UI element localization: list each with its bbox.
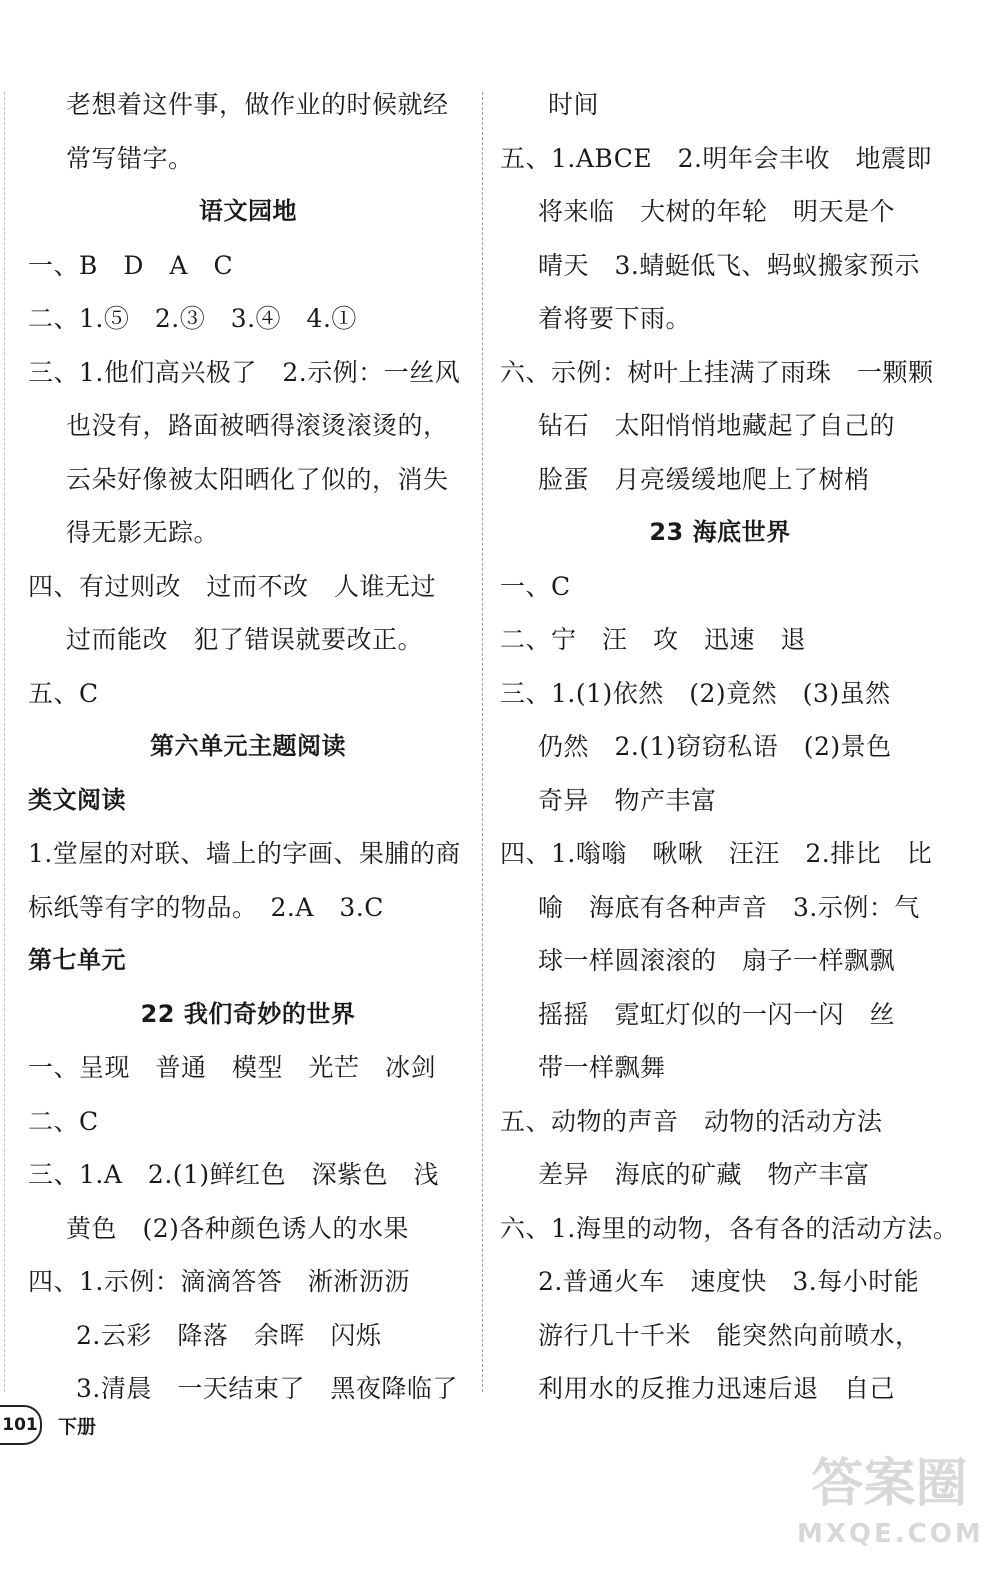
section-heading: 语文园地 [199, 197, 297, 225]
text-line: 二、宁 汪 攻 迅速 退 [500, 625, 807, 654]
watermark-text: 答案圈 [811, 1454, 968, 1514]
text-line: 二、1.⑤ 2.③ 3.④ 4.① [28, 304, 357, 333]
text-line: 老想着这件事，做作业的时候就经 [66, 90, 449, 119]
sub-heading: 类文阅读 [28, 785, 126, 814]
volume-label: 下册 [58, 1415, 97, 1438]
column-divider [482, 92, 483, 1392]
text-line: 将来临 大树的年轮 明天是个 [538, 197, 896, 226]
text-line: 六、示例：树叶上挂满了雨珠 一颗颗 [500, 357, 934, 387]
text-line: 一、B D A C [28, 250, 234, 280]
text-line: 时间 [548, 90, 600, 119]
lesson-heading: 23 海底世界 [649, 518, 791, 546]
text-line: 黄色 (2)各种颜色诱人的水果 [66, 1213, 409, 1243]
text-line: 三、1.他们高兴极了 2.示例：一丝风 [28, 357, 461, 387]
text-line: 游行几十千米 能突然向前喷水， [538, 1320, 921, 1350]
text-line: 1.堂屋的对联、墙上的字画、果脯的商 [28, 839, 461, 868]
right-column [500, 78, 959, 1416]
text-line: 三、1.A 2.(1)鲜红色 深紫色 浅 [28, 1160, 440, 1189]
unit-heading: 第七单元 [28, 946, 126, 974]
text-line: 喻 海底有各种声音 3.示例：气 [538, 892, 920, 922]
text-line: 2.云彩 降落 余晖 闪烁 [76, 1320, 382, 1350]
text-line: 五、1.ABCE 2.明年会丰收 地震即 [500, 143, 932, 173]
text-line: 仍然 2.(1)窃窃私语 (2)景色 [538, 732, 892, 761]
text-line: 摇摇 霓虹灯似的一闪一闪 丝 [538, 999, 896, 1029]
text-line: 五、动物的声音 动物的活动方法 [500, 1106, 883, 1136]
text-line: 钻石 太阳悄悄地藏起了自己的 [538, 411, 896, 440]
text-line: 四、1.嗡嗡 啾啾 汪汪 2.排比 比 [500, 839, 933, 868]
text-line: 云朵好像被太阳晒化了似的，消失 [66, 464, 449, 494]
text-line: 带一样飘舞 [538, 1053, 666, 1082]
text-line: 一、C [500, 571, 571, 601]
text-line: 二、C [28, 1106, 99, 1136]
text-line: 奇异 物产丰富 [538, 785, 717, 815]
text-line: 利用水的反推力迅速后退 自己 [538, 1374, 896, 1403]
text-line: 差异 海底的矿藏 物产丰富 [538, 1160, 870, 1189]
text-line: 脸蛋 月亮缓缓地爬上了树梢 [538, 464, 870, 494]
left-column [28, 78, 468, 1416]
text-line: 过而能改 犯了错误就要改正。 [66, 625, 424, 654]
text-line: 标纸等有字的物品。 2.A 3.C [28, 892, 384, 922]
text-line: 四、有过则改 过而不改 人谁无过 [28, 571, 437, 601]
watermark-url: MXQE.COM [797, 1519, 984, 1549]
text-line: 也没有，路面被晒得滚烫滚烫的， [66, 411, 449, 440]
text-line: 常写错字。 [66, 143, 194, 173]
text-line: 五、C [28, 678, 99, 708]
section-heading: 第六单元主题阅读 [150, 732, 346, 760]
text-line: 球一样圆滚滚的 扇子一样飘飘 [538, 946, 896, 975]
text-line: 三、1.(1)依然 (2)竟然 (3)虽然 [500, 678, 891, 708]
page-footer [0, 1405, 96, 1445]
text-line: 晴天 3.蜻蜓低飞、蚂蚁搬家预示 [538, 250, 920, 280]
page-number: 101 [0, 1405, 42, 1445]
text-line: 一、呈现 普通 模型 光芒 冰剑 [28, 1053, 437, 1082]
left-page-edge [4, 92, 5, 1392]
text-line: 3.清晨 一天结束了 黑夜降临了 [76, 1374, 458, 1403]
lesson-heading: 22 我们奇妙的世界 [140, 999, 356, 1028]
text-line: 得无影无踪。 [66, 518, 220, 547]
text-line: 四、1.示例：滴滴答答 淅淅沥沥 [28, 1267, 410, 1296]
text-line: 六、1.海里的动物，各有各的活动方法。 [500, 1213, 959, 1243]
text-line: 着将要下雨。 [538, 304, 692, 333]
watermark-logo [797, 1449, 982, 1569]
text-line: 2.普通火车 速度快 3.每小时能 [538, 1267, 920, 1296]
